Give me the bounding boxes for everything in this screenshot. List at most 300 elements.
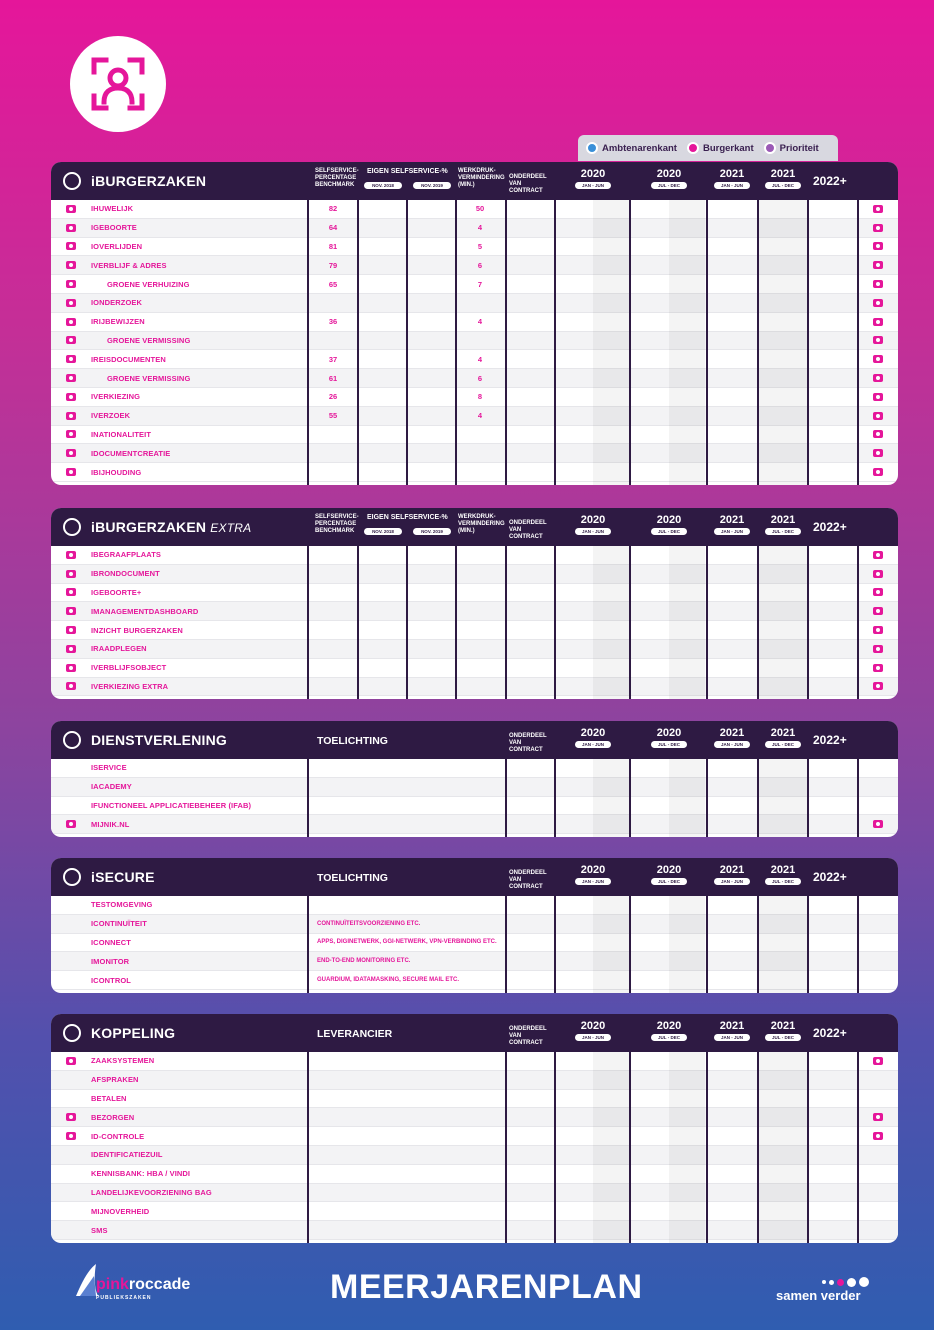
row-name: SMS <box>91 1225 108 1235</box>
year-period: JUL - DEC <box>765 528 801 535</box>
werkdruk-value: 8 <box>477 392 483 402</box>
row-icon <box>65 586 77 598</box>
row-name: IBEGRAAFPLAATS <box>91 550 162 560</box>
column-divider <box>455 200 457 485</box>
column-divider <box>757 1052 759 1243</box>
header-year <box>753 1020 813 1041</box>
row-name: IBIJHOUDING <box>91 467 142 477</box>
row-icon <box>872 428 884 440</box>
section-icon <box>63 518 81 536</box>
column-divider <box>505 896 507 993</box>
column-divider <box>357 546 359 699</box>
column-divider <box>307 546 309 699</box>
year-period: JUL - DEC <box>651 741 687 748</box>
row-note: APPS, DIGINETWERK, GGI-NETWERK, VPN-VERBINDING ETC. <box>317 939 497 946</box>
section-title-text: iSECURE <box>91 869 155 885</box>
row-icon <box>872 278 884 290</box>
header-year <box>753 168 813 189</box>
section-title <box>91 173 206 189</box>
year-period: JAN - JUN <box>714 741 750 748</box>
column-shade <box>669 200 705 485</box>
year-period: JUL - DEC <box>765 1034 801 1041</box>
year-period: JUL - DEC <box>651 1034 687 1041</box>
year-label: 2020 <box>656 514 682 526</box>
benchmark-value: 82 <box>328 204 338 214</box>
section-title-text: DIENSTVERLENING <box>91 732 228 748</box>
column-divider <box>757 200 759 485</box>
year-label: 2020 <box>580 1020 606 1032</box>
year-label: 2020 <box>656 727 682 739</box>
row-name: IVERBLIJF & ADRES <box>91 260 167 270</box>
column-divider <box>807 546 809 699</box>
brand-pink: pink <box>96 1276 129 1293</box>
row-name: IACADEMY <box>91 782 132 792</box>
section-header <box>51 1014 898 1052</box>
benchmark-value: 81 <box>328 241 338 251</box>
row-note: GUARDIUM, IDATAMASKING, SECURE MAIL ETC. <box>317 977 459 984</box>
row-name: IOVERLIJDEN <box>91 241 143 251</box>
year-label: 2020 <box>580 168 606 180</box>
section-title <box>91 869 155 885</box>
column-divider <box>505 759 507 837</box>
section-icon <box>63 172 81 190</box>
column-divider <box>857 896 859 993</box>
section-5 <box>51 1014 898 1243</box>
legend-label: Ambtenarenkant <box>602 142 677 154</box>
year-period: JAN - JUN <box>714 182 750 189</box>
column-divider <box>307 896 309 993</box>
section-icon <box>63 868 81 886</box>
header-leverancier: LEVERANCIER <box>317 1028 393 1040</box>
header-onderdeel: ONDERDEEL VAN CONTRACT <box>509 174 547 194</box>
row-icon <box>872 549 884 561</box>
row-icon <box>65 568 77 580</box>
column-shade <box>669 546 705 699</box>
year-label: 2021 <box>719 1020 745 1032</box>
row-name: GROENE VERMISSING <box>107 335 191 345</box>
werkdruk-value: 4 <box>477 223 483 233</box>
column-shade <box>593 1052 629 1243</box>
row-name: IRAADPLEGEN <box>91 644 147 654</box>
section-icon <box>63 731 81 749</box>
row-icon <box>872 680 884 692</box>
year-label: 2020 <box>580 727 606 739</box>
row-icon <box>65 466 77 478</box>
row-icon <box>65 680 77 692</box>
row-name: ICONTINUÏTEIT <box>91 919 147 929</box>
column-shade <box>593 759 629 837</box>
werkdruk-value: 7 <box>477 279 483 289</box>
header-year <box>639 727 699 748</box>
year-label: 2020 <box>656 168 682 180</box>
column-divider <box>807 759 809 837</box>
row-icon <box>65 278 77 290</box>
header-year <box>639 1020 699 1041</box>
row-icon <box>65 410 77 422</box>
row-icon <box>872 605 884 617</box>
column-shade <box>669 759 705 837</box>
row-icon <box>65 240 77 252</box>
year-period: JUL - DEC <box>651 878 687 885</box>
section-title-text: iBURGERZAKEN <box>91 519 207 535</box>
benchmark-value: 37 <box>328 354 338 364</box>
row-icon <box>872 568 884 580</box>
row-icon <box>65 297 77 309</box>
header-nov2019: NOV. 2019 <box>413 528 451 535</box>
row-name: IVERKIEZING EXTRA <box>91 681 169 691</box>
year-label: 2020 <box>580 514 606 526</box>
row-name: ID-CONTROLE <box>91 1131 145 1141</box>
row-note: CONTINUÏTEITSVOORZIENING ETC. <box>317 920 421 927</box>
samen-dots-icon <box>822 1277 869 1287</box>
benchmark-value: 36 <box>328 317 338 327</box>
header-year <box>563 1020 623 1041</box>
row-icon <box>872 334 884 346</box>
column-divider <box>554 896 556 993</box>
year-period: JUL - DEC <box>765 878 801 885</box>
row-icon <box>872 297 884 309</box>
row-icon <box>65 818 77 830</box>
section-4 <box>51 858 898 993</box>
header-werkdruk: WERKDRUK-VERMINDERING (MIN.) <box>458 168 505 188</box>
werkdruk-value: 4 <box>477 411 483 421</box>
header-year <box>563 864 623 885</box>
brand-sub: PUBLIEKSZAKEN <box>96 1295 152 1301</box>
row-name: IDOCUMENTCREATIE <box>91 448 171 458</box>
section-header <box>51 508 898 546</box>
ambtenarenkant-dot-icon <box>586 142 598 154</box>
year-label: 2021 <box>719 514 745 526</box>
header-onderdeel: ONDERDEEL VAN CONTRACT <box>509 1026 547 1046</box>
row-name: IMONITOR <box>91 956 130 966</box>
column-divider <box>629 896 631 993</box>
section-header <box>51 858 898 896</box>
legend-label: Prioriteit <box>779 142 819 154</box>
benchmark-value: 79 <box>328 260 338 270</box>
column-divider <box>857 546 859 699</box>
column-divider <box>757 759 759 837</box>
column-shade <box>593 896 629 993</box>
row-name: ICONTROL <box>91 975 131 985</box>
legend-item <box>687 142 754 154</box>
page-title: MEERJARENPLAN <box>330 1268 643 1306</box>
header-year <box>563 514 623 535</box>
column-divider <box>554 546 556 699</box>
header-year <box>639 168 699 189</box>
year-label: 2021 <box>770 864 796 876</box>
column-divider <box>406 200 408 485</box>
benchmark-value: 61 <box>328 373 338 383</box>
row-icon <box>65 447 77 459</box>
row-name: BEZORGEN <box>91 1112 135 1122</box>
row-icon <box>872 391 884 403</box>
column-shade <box>757 759 807 837</box>
header-2022: 2022+ <box>813 870 847 884</box>
row-icon <box>65 1130 77 1142</box>
row-icon <box>872 259 884 271</box>
header-toelichting: TOELICHTING <box>317 872 388 884</box>
header-year <box>753 864 813 885</box>
column-divider <box>505 546 507 699</box>
column-divider <box>629 1052 631 1243</box>
row-icon <box>872 662 884 674</box>
row-icon <box>872 447 884 459</box>
year-label: 2021 <box>770 727 796 739</box>
year-label: 2021 <box>719 168 745 180</box>
header-nov2019: NOV. 2019 <box>413 182 451 189</box>
header-werkdruk: WERKDRUK-VERMINDERING (MIN.) <box>458 514 505 534</box>
year-period: JAN - JUN <box>575 528 611 535</box>
row-name: IHUWELIJK <box>91 204 134 214</box>
column-shade <box>757 896 807 993</box>
header-year <box>753 514 813 535</box>
section-title-text: KOPPELING <box>91 1025 176 1041</box>
werkdruk-value: 4 <box>477 317 483 327</box>
header-year <box>753 727 813 748</box>
row-name: IRIJBEWIJZEN <box>91 317 145 327</box>
row-name: ICONNECT <box>91 937 131 947</box>
row-icon <box>65 334 77 346</box>
header-2022: 2022+ <box>813 1026 847 1040</box>
row-icon <box>872 624 884 636</box>
row-name: IGEBOORTE+ <box>91 587 142 597</box>
header-2022: 2022+ <box>813 520 847 534</box>
row-icon <box>872 203 884 215</box>
column-divider <box>857 200 859 485</box>
benchmark-value: 65 <box>328 279 338 289</box>
column-divider <box>554 1052 556 1243</box>
row-name: MIJNOVERHEID <box>91 1206 150 1216</box>
werkdruk-value: 50 <box>475 204 485 214</box>
column-divider <box>706 1052 708 1243</box>
row-name: IFUNCTIONEEL APPLICATIEBEHEER (IFAB) <box>91 800 252 810</box>
column-shade <box>593 546 629 699</box>
year-label: 2021 <box>770 514 796 526</box>
row-icon <box>872 372 884 384</box>
column-divider <box>857 1052 859 1243</box>
row-icon <box>872 410 884 422</box>
row-name: IMANAGEMENTDASHBOARD <box>91 606 199 616</box>
column-shade <box>593 200 629 485</box>
row-icon <box>872 466 884 478</box>
column-divider <box>406 546 408 699</box>
section-icon <box>63 1024 81 1042</box>
section-2 <box>51 508 898 699</box>
row-icon <box>65 203 77 215</box>
row-icon <box>872 316 884 328</box>
row-name: MIJNIK.NL <box>91 819 130 829</box>
benchmark-value: 64 <box>328 223 338 233</box>
legend-item <box>586 142 677 154</box>
row-icon <box>872 353 884 365</box>
row-icon <box>65 549 77 561</box>
row-icon <box>872 586 884 598</box>
row-icon <box>65 259 77 271</box>
year-period: JUL - DEC <box>765 182 801 189</box>
benchmark-value: 55 <box>328 411 338 421</box>
row-icon <box>872 818 884 830</box>
werkdruk-value: 6 <box>477 260 483 270</box>
section-header <box>51 721 898 759</box>
row-icon <box>872 1111 884 1123</box>
year-period: JAN - JUN <box>575 878 611 885</box>
column-divider <box>505 1052 507 1243</box>
header-year <box>639 514 699 535</box>
row-icon <box>65 624 77 636</box>
column-divider <box>554 759 556 837</box>
year-period: JAN - JUN <box>575 741 611 748</box>
year-period: JAN - JUN <box>575 1034 611 1041</box>
year-period: JAN - JUN <box>714 878 750 885</box>
row-note: END-TO-END MONITORING ETC. <box>317 958 411 965</box>
row-icon <box>65 316 77 328</box>
header-toelichting: TOELICHTING <box>317 735 388 747</box>
row-name: IVERBLIJFSOBJECT <box>91 663 167 673</box>
header-2022: 2022+ <box>813 733 847 747</box>
section-title-text: iBURGERZAKEN <box>91 173 207 189</box>
prioriteit-star-icon <box>764 142 776 154</box>
row-icon <box>872 222 884 234</box>
row-name: TESTOMGEVING <box>91 900 153 910</box>
row-name: GROENE VERHUIZING <box>107 279 190 289</box>
person-focus-icon <box>90 56 146 112</box>
section-1 <box>51 162 898 485</box>
header-year <box>639 864 699 885</box>
header-selfservice: SELFSERVICE-PERCENTAGE BENCHMARK <box>315 514 359 534</box>
year-label: 2020 <box>580 864 606 876</box>
row-name: IREISDOCUMENTEN <box>91 354 166 364</box>
column-shade <box>757 200 807 485</box>
row-icon <box>872 1130 884 1142</box>
werkdruk-value: 6 <box>477 373 483 383</box>
header-nov2018: NOV. 2018 <box>364 528 402 535</box>
header-2022: 2022+ <box>813 174 847 188</box>
header-onderdeel: ONDERDEEL VAN CONTRACT <box>509 733 547 753</box>
year-period: JUL - DEC <box>651 528 687 535</box>
header-year <box>563 727 623 748</box>
year-period: JAN - JUN <box>714 1034 750 1041</box>
brand-rest: roccade <box>128 1276 191 1293</box>
column-shade <box>669 896 705 993</box>
row-name: ISERVICE <box>91 763 127 773</box>
header-eigen: EIGEN SELFSERVICE-% <box>367 514 448 521</box>
row-name: IDENTIFICATIEZUIL <box>91 1150 163 1160</box>
year-label: 2021 <box>719 864 745 876</box>
year-period: JAN - JUN <box>714 528 750 535</box>
column-divider <box>857 759 859 837</box>
row-icon <box>872 643 884 655</box>
row-name: KENNISBANK: HBA / VINDI <box>91 1169 191 1179</box>
column-divider <box>629 759 631 837</box>
legend <box>578 135 838 161</box>
year-period: JUL - DEC <box>765 741 801 748</box>
column-shade <box>757 546 807 699</box>
column-divider <box>307 759 309 837</box>
row-icon <box>65 605 77 617</box>
burgerkant-dot-icon <box>687 142 699 154</box>
column-shade <box>757 1052 807 1243</box>
column-divider <box>307 1052 309 1243</box>
column-divider <box>706 546 708 699</box>
legend-item <box>764 142 819 154</box>
header-onderdeel: ONDERDEEL VAN CONTRACT <box>509 520 547 540</box>
row-icon <box>65 391 77 403</box>
column-divider <box>629 200 631 485</box>
row-icon <box>65 353 77 365</box>
section-header <box>51 162 898 200</box>
row-name: ZAAKSYSTEMEN <box>91 1056 155 1066</box>
column-divider <box>357 200 359 485</box>
year-label: 2020 <box>656 864 682 876</box>
row-icon <box>65 372 77 384</box>
header-selfservice: SELFSERVICE-PERCENTAGE BENCHMARK <box>315 168 359 188</box>
werkdruk-value: 4 <box>477 354 483 364</box>
section-title <box>91 519 251 535</box>
row-icon <box>872 1055 884 1067</box>
column-divider <box>706 200 708 485</box>
column-divider <box>505 200 507 485</box>
section-3 <box>51 721 898 837</box>
row-name: AFSPRAKEN <box>91 1075 139 1085</box>
row-name: INATIONALITEIT <box>91 429 152 439</box>
column-divider <box>807 896 809 993</box>
row-icon <box>65 662 77 674</box>
row-icon <box>65 1055 77 1067</box>
year-period: JAN - JUN <box>575 182 611 189</box>
column-divider <box>307 200 309 485</box>
column-divider <box>807 200 809 485</box>
row-icon <box>65 222 77 234</box>
row-icon <box>872 240 884 252</box>
column-divider <box>455 546 457 699</box>
year-label: 2020 <box>656 1020 682 1032</box>
column-divider <box>554 200 556 485</box>
header-eigen: EIGEN SELFSERVICE-% <box>367 168 448 175</box>
row-icon <box>65 428 77 440</box>
row-name: IBRONDOCUMENT <box>91 569 160 579</box>
column-divider <box>706 896 708 993</box>
column-divider <box>757 546 759 699</box>
column-divider <box>807 1052 809 1243</box>
header-onderdeel: ONDERDEEL VAN CONTRACT <box>509 870 547 890</box>
column-divider <box>757 896 759 993</box>
row-name: IGEBOORTE <box>91 223 137 233</box>
section-title-extra: EXTRA <box>210 521 252 535</box>
year-label: 2021 <box>770 168 796 180</box>
logo-circle <box>70 36 166 132</box>
column-divider <box>706 759 708 837</box>
row-icon <box>65 643 77 655</box>
legend-label: Burgerkant <box>702 142 754 154</box>
year-label: 2021 <box>719 727 745 739</box>
year-period: JUL - DEC <box>651 182 687 189</box>
werkdruk-value: 5 <box>477 241 483 251</box>
column-divider <box>629 546 631 699</box>
row-name: BETALEN <box>91 1093 127 1103</box>
year-label: 2021 <box>770 1020 796 1032</box>
row-name: IVERKIEZING <box>91 392 141 402</box>
slogan: samen verder <box>776 1288 861 1303</box>
header-year <box>563 168 623 189</box>
brand-name <box>96 1276 190 1294</box>
row-name: IVERZOEK <box>91 411 131 421</box>
row-name: INZICHT BURGERZAKEN <box>91 625 183 635</box>
section-title <box>91 732 227 748</box>
header-nov2018: NOV. 2018 <box>364 182 402 189</box>
row-name: IONDERZOEK <box>91 298 143 308</box>
section-title <box>91 1025 175 1041</box>
column-shade <box>669 1052 705 1243</box>
